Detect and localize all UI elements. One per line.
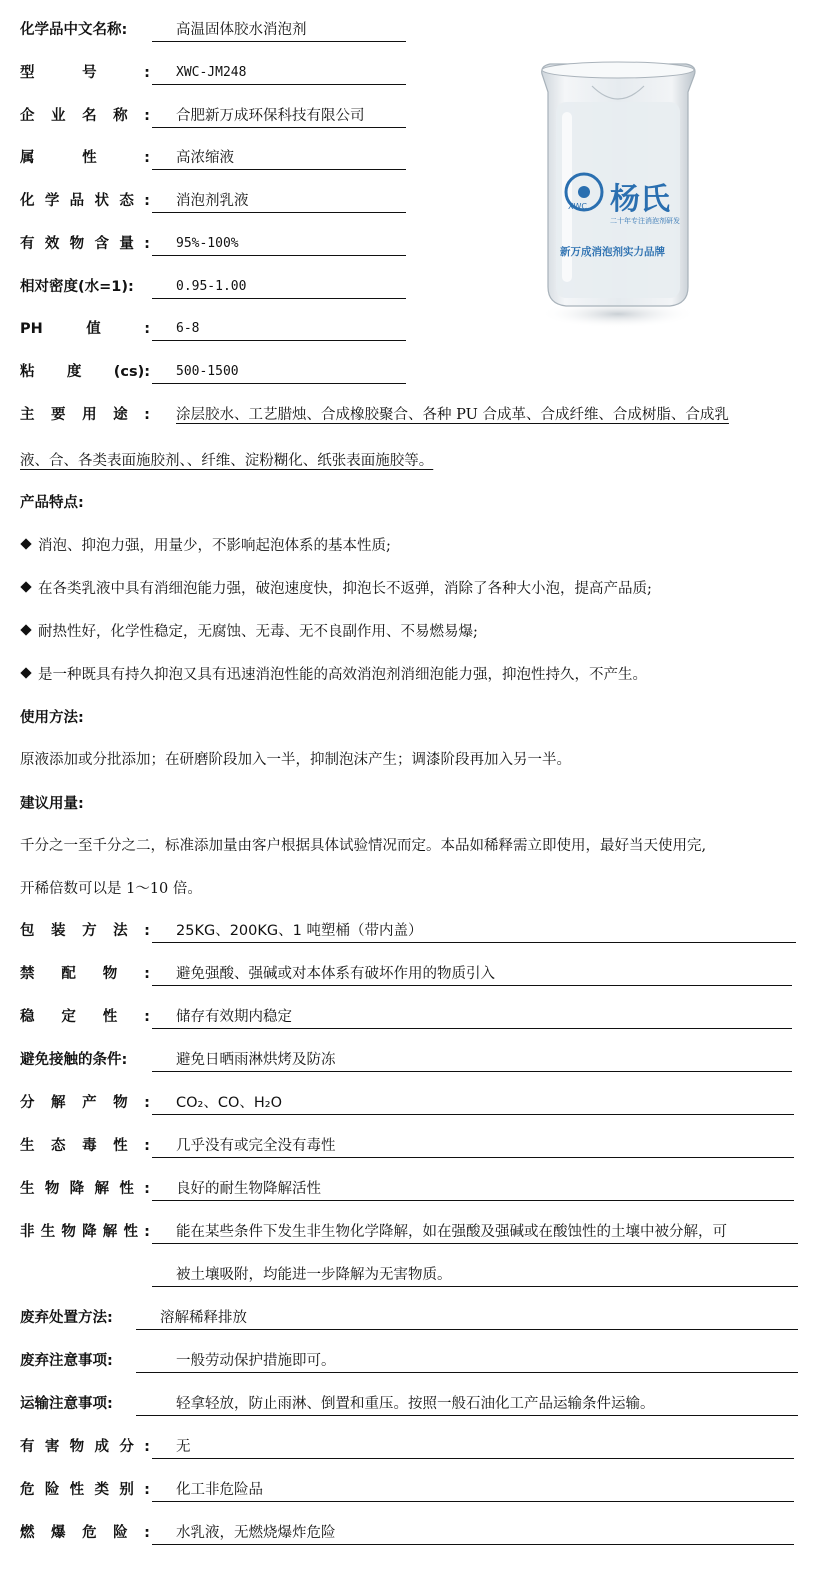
beaker-slogan: 新万成消泡剂实力品牌 — [560, 246, 665, 258]
product-beaker-image — [528, 52, 708, 337]
field-value: 500-1500 — [152, 361, 406, 384]
feature-item — [20, 664, 647, 686]
beaker-tagline: 二十年专注消泡剂研发 — [610, 217, 680, 225]
field-value: 水乳液，无燃烧爆炸危险 — [152, 1522, 794, 1545]
field-value: 消泡剂乳液 — [152, 190, 406, 213]
feature-text: 是一种既具有持久抑泡又具有迅速消泡性能的高效消泡剂消细泡能力强，抑泡性持久，不产生。 — [38, 667, 647, 683]
field-label: 稳定性: — [20, 1009, 150, 1025]
field-label: 属性: — [20, 150, 150, 166]
field-label: 废弃处置方法: — [20, 1310, 113, 1326]
field-value: 避免日晒雨淋烘烤及防冻 — [152, 1049, 792, 1072]
field-label: 运输注意事项: — [20, 1396, 113, 1412]
feature-item — [20, 535, 391, 557]
dosage-line-2: 开稀倍数可以是 1～10 倍。 — [20, 881, 202, 897]
usage-line-2: 液、合、各类表面施胶剂、、纤维、淀粉糊化、纸张表面施胶等。 — [20, 453, 434, 469]
field-value: 合肥新万成环保科技有限公司 — [152, 105, 406, 128]
field-label: 生物降解性: — [20, 1181, 150, 1197]
field-value: 6-8 — [152, 318, 406, 341]
dosage-line-1: 千分之一至千分之二，标准添加量由客户根据具体试验情况而定。本品如稀释需立即使用，最好当天使用完, — [20, 838, 707, 854]
feature-text: 在各类乳液中具有消细泡能力强，破泡速度快，抑泡长不返弹，消除了各种大小泡，提高产品质; — [38, 581, 652, 597]
field-label: 分解产物: — [20, 1095, 150, 1111]
field-value: 轻拿轻放，防止雨淋、倒置和重压。按照一般石油化工产品运输条件运输。 — [136, 1393, 798, 1416]
feature-text: 消泡、抑泡力强，用量少，不影响起泡体系的基本性质; — [38, 538, 391, 554]
feature-item — [20, 621, 478, 643]
field-label: 化学品状态: — [20, 193, 150, 209]
field-label: 化学品中文名称: — [20, 22, 128, 38]
field-value: 0.95-1.00 — [152, 276, 406, 299]
field-label: 避免接触的条件: — [20, 1052, 128, 1068]
feature-item — [20, 578, 652, 600]
diamond-bullet-icon — [20, 581, 31, 592]
field-label: 废弃注意事项: — [20, 1353, 113, 1369]
feature-text: 耐热性好，化学性稳定，无腐蚀、无毒、无不良副作用、不易燃易爆; — [38, 624, 478, 640]
field-label: 包装方法: — [20, 923, 150, 939]
field-label: 有效物含量: — [20, 236, 150, 252]
field-label: 生态毒性: — [20, 1138, 150, 1154]
field-value: CO₂、CO、H₂O — [152, 1092, 794, 1115]
beaker-brand: 杨氏 — [610, 182, 670, 217]
field-value: 高温固体胶水消泡剂 — [152, 19, 406, 42]
section-title-method: 使用方法: — [20, 710, 84, 726]
section-title-features: 产品特点: — [20, 495, 84, 511]
field-value: 被土壤吸附，均能进一步降解为无害物质。 — [152, 1264, 798, 1287]
field-value: 无 — [152, 1436, 794, 1459]
field-non-biodegradability-cont — [20, 1264, 810, 1290]
field-value: 一般劳动保护措施即可。 — [136, 1350, 798, 1373]
usage-line-1: 涂层胶水、工艺腊烛、合成橡胶聚合、各种 PU 合成革、合成纤维、合成树脂、合成乳 — [176, 407, 729, 423]
field-value: 避免强酸、强碱或对本体系有破坏作用的物质引入 — [152, 963, 792, 986]
field-value: 几乎没有或完全没有毒性 — [152, 1135, 794, 1158]
section-title-dosage: 建议用量: — [20, 796, 84, 812]
field-value: 储存有效期内稳定 — [152, 1006, 792, 1029]
field-label: 危险性类别: — [20, 1482, 150, 1498]
field-usage — [20, 404, 810, 430]
field-value: 溶解稀释排放 — [136, 1307, 798, 1330]
field-label: 主要用途: — [20, 407, 150, 423]
field-value: 能在某些条件下发生非生物化学降解，如在强酸及强碱或在酸蚀性的土壤中被分解，可 — [152, 1221, 798, 1244]
field-value: 化工非危险品 — [152, 1479, 794, 1502]
field-label: 相对密度(水=1): — [20, 279, 134, 295]
field-label: 粘度(cs): — [20, 364, 150, 380]
field-non-biodegradability — [20, 1221, 810, 1247]
diamond-bullet-icon — [20, 538, 31, 549]
diamond-bullet-icon — [20, 624, 31, 635]
diamond-bullet-icon — [20, 667, 31, 678]
field-label: 非生物降解性: — [20, 1224, 150, 1240]
field-value: XWC-JM248 — [152, 62, 406, 85]
method-text: 原液添加或分批添加；在研磨阶段加入一半，抑制泡沫产生；调漆阶段再加入另一半。 — [20, 752, 571, 768]
field-label: 有害物成分: — [20, 1439, 150, 1455]
field-value: 95%-100% — [152, 233, 406, 256]
field-label: 企业名称: — [20, 108, 150, 124]
field-label: 燃爆危险: — [20, 1525, 150, 1541]
field-label: PH值: — [20, 321, 150, 337]
field-label: 禁配物: — [20, 966, 150, 982]
field-value: 良好的耐生物降解活性 — [152, 1178, 794, 1201]
field-value: 25KG、200KG、1 吨塑桶（带内盖） — [152, 920, 796, 943]
field-label: 型号: — [20, 65, 150, 81]
field-value: 高浓缩液 — [152, 147, 406, 170]
beaker-logo-text: XWC — [568, 202, 587, 211]
